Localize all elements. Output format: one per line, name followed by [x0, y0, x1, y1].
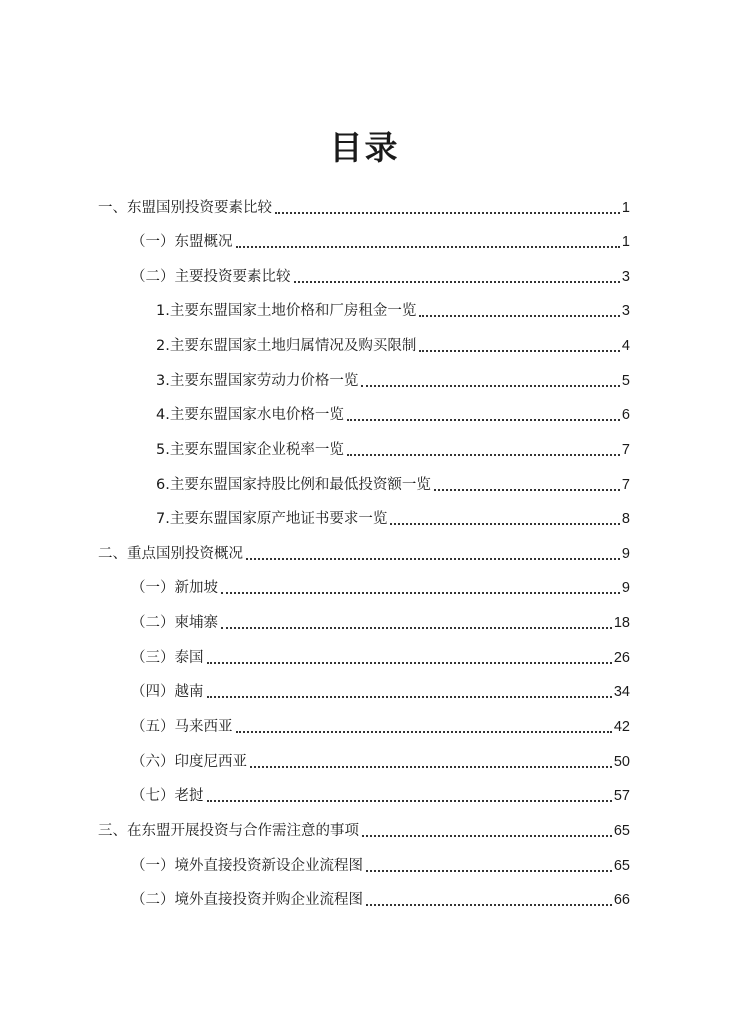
toc-entry-label: （二）主要投资要素比较 [131, 269, 291, 285]
toc-entry[interactable] [131, 681, 630, 703]
dot-leader [419, 315, 620, 317]
toc-entry[interactable] [131, 266, 630, 288]
dot-leader [347, 454, 620, 456]
toc-entry-page: 26 [613, 650, 630, 666]
toc-entry[interactable] [131, 612, 630, 634]
dot-leader [361, 385, 620, 387]
toc-entry-label: 3.主要东盟国家劳动力价格一览 [156, 373, 359, 389]
toc-entry-label: 2.主要东盟国家土地归属情况及购买限制 [156, 338, 417, 354]
dot-leader [221, 592, 620, 594]
toc-entry[interactable] [156, 404, 630, 426]
dot-leader [366, 870, 612, 872]
toc-entry[interactable] [156, 439, 630, 461]
toc-entry-label: （二）柬埔寨 [131, 615, 218, 631]
toc-entry-page: 5 [621, 373, 630, 389]
dot-leader [221, 627, 612, 629]
toc-entry-page: 9 [621, 546, 630, 562]
toc-entry-page: 42 [613, 719, 630, 735]
toc-entry[interactable] [156, 300, 630, 322]
toc-entry-label: （四）越南 [131, 684, 204, 700]
dot-leader [366, 904, 612, 906]
toc-entry-page: 6 [621, 407, 630, 423]
toc-entry-page: 65 [613, 823, 630, 839]
toc-entry-label: 二、重点国别投资概况 [98, 546, 243, 562]
toc-entry[interactable] [131, 751, 630, 773]
dot-leader [294, 281, 620, 283]
toc-entry-page: 57 [613, 788, 630, 804]
toc-entry-page: 3 [621, 303, 630, 319]
toc-entry[interactable] [98, 820, 630, 842]
toc-entry-label: 6.主要东盟国家持股比例和最低投资额一览 [156, 477, 431, 493]
toc-entry-label: 三、在东盟开展投资与合作需注意的事项 [98, 823, 359, 839]
toc-entry-page: 7 [621, 477, 630, 493]
dot-leader [250, 766, 612, 768]
dot-leader [207, 800, 612, 802]
toc-entry-page: 3 [621, 269, 630, 285]
dot-leader [207, 662, 612, 664]
toc-entry-label: 1.主要东盟国家土地价格和厂房租金一览 [156, 303, 417, 319]
toc-entry-label: 7.主要东盟国家原产地证书要求一览 [156, 511, 388, 527]
dot-leader [390, 523, 620, 525]
toc-entry-label: （一）新加坡 [131, 580, 218, 596]
dot-leader [207, 696, 612, 698]
toc-entry-label: （五）马来西亚 [131, 719, 233, 735]
toc-entry[interactable] [156, 474, 630, 496]
toc-entry[interactable] [131, 889, 630, 911]
toc-entry[interactable] [131, 785, 630, 807]
dot-leader [434, 489, 620, 491]
toc-entry[interactable] [156, 508, 630, 530]
toc-entry-page: 4 [621, 338, 630, 354]
toc-title: 目录 [329, 128, 400, 167]
toc-entry[interactable] [156, 335, 630, 357]
toc-entry[interactable] [131, 647, 630, 669]
dot-leader [347, 419, 620, 421]
toc-entry-page: 1 [621, 200, 630, 216]
toc-entry[interactable] [131, 231, 630, 253]
toc-entry-label: 一、东盟国别投资要素比较 [98, 200, 272, 216]
toc-entry-page: 18 [613, 615, 630, 631]
toc-entry-label: 4.主要东盟国家水电价格一览 [156, 407, 344, 423]
toc-entry[interactable] [156, 370, 630, 392]
toc-entry-page: 1 [621, 234, 630, 250]
toc-entry-page: 34 [613, 684, 630, 700]
toc-entry-page: 8 [621, 511, 630, 527]
toc-entry[interactable] [131, 577, 630, 599]
toc-entry-page: 66 [613, 892, 630, 908]
toc-entry-page: 50 [613, 754, 630, 770]
toc-entry[interactable] [98, 197, 630, 219]
toc-entry-label: （二）境外直接投资并购企业流程图 [131, 892, 363, 908]
dot-leader [246, 558, 620, 560]
toc-entry[interactable] [131, 855, 630, 877]
toc-entry-page: 9 [621, 580, 630, 596]
toc-entry-label: （六）印度尼西亚 [131, 754, 247, 770]
toc-entry-page: 65 [613, 858, 630, 874]
dot-leader [362, 835, 612, 837]
toc-entry-label: （三）泰国 [131, 650, 204, 666]
dot-leader [275, 212, 620, 214]
toc-entry-label: （七）老挝 [131, 788, 204, 804]
toc-entry[interactable] [98, 543, 630, 565]
toc-entry[interactable] [131, 716, 630, 738]
dot-leader [236, 246, 620, 248]
dot-leader [419, 350, 620, 352]
toc-entry-page: 7 [621, 442, 630, 458]
toc-entry-label: （一）境外直接投资新设企业流程图 [131, 858, 363, 874]
toc-entry-label: 5.主要东盟国家企业税率一览 [156, 442, 344, 458]
toc-entry-label: （一）东盟概况 [131, 234, 233, 250]
dot-leader [236, 731, 612, 733]
